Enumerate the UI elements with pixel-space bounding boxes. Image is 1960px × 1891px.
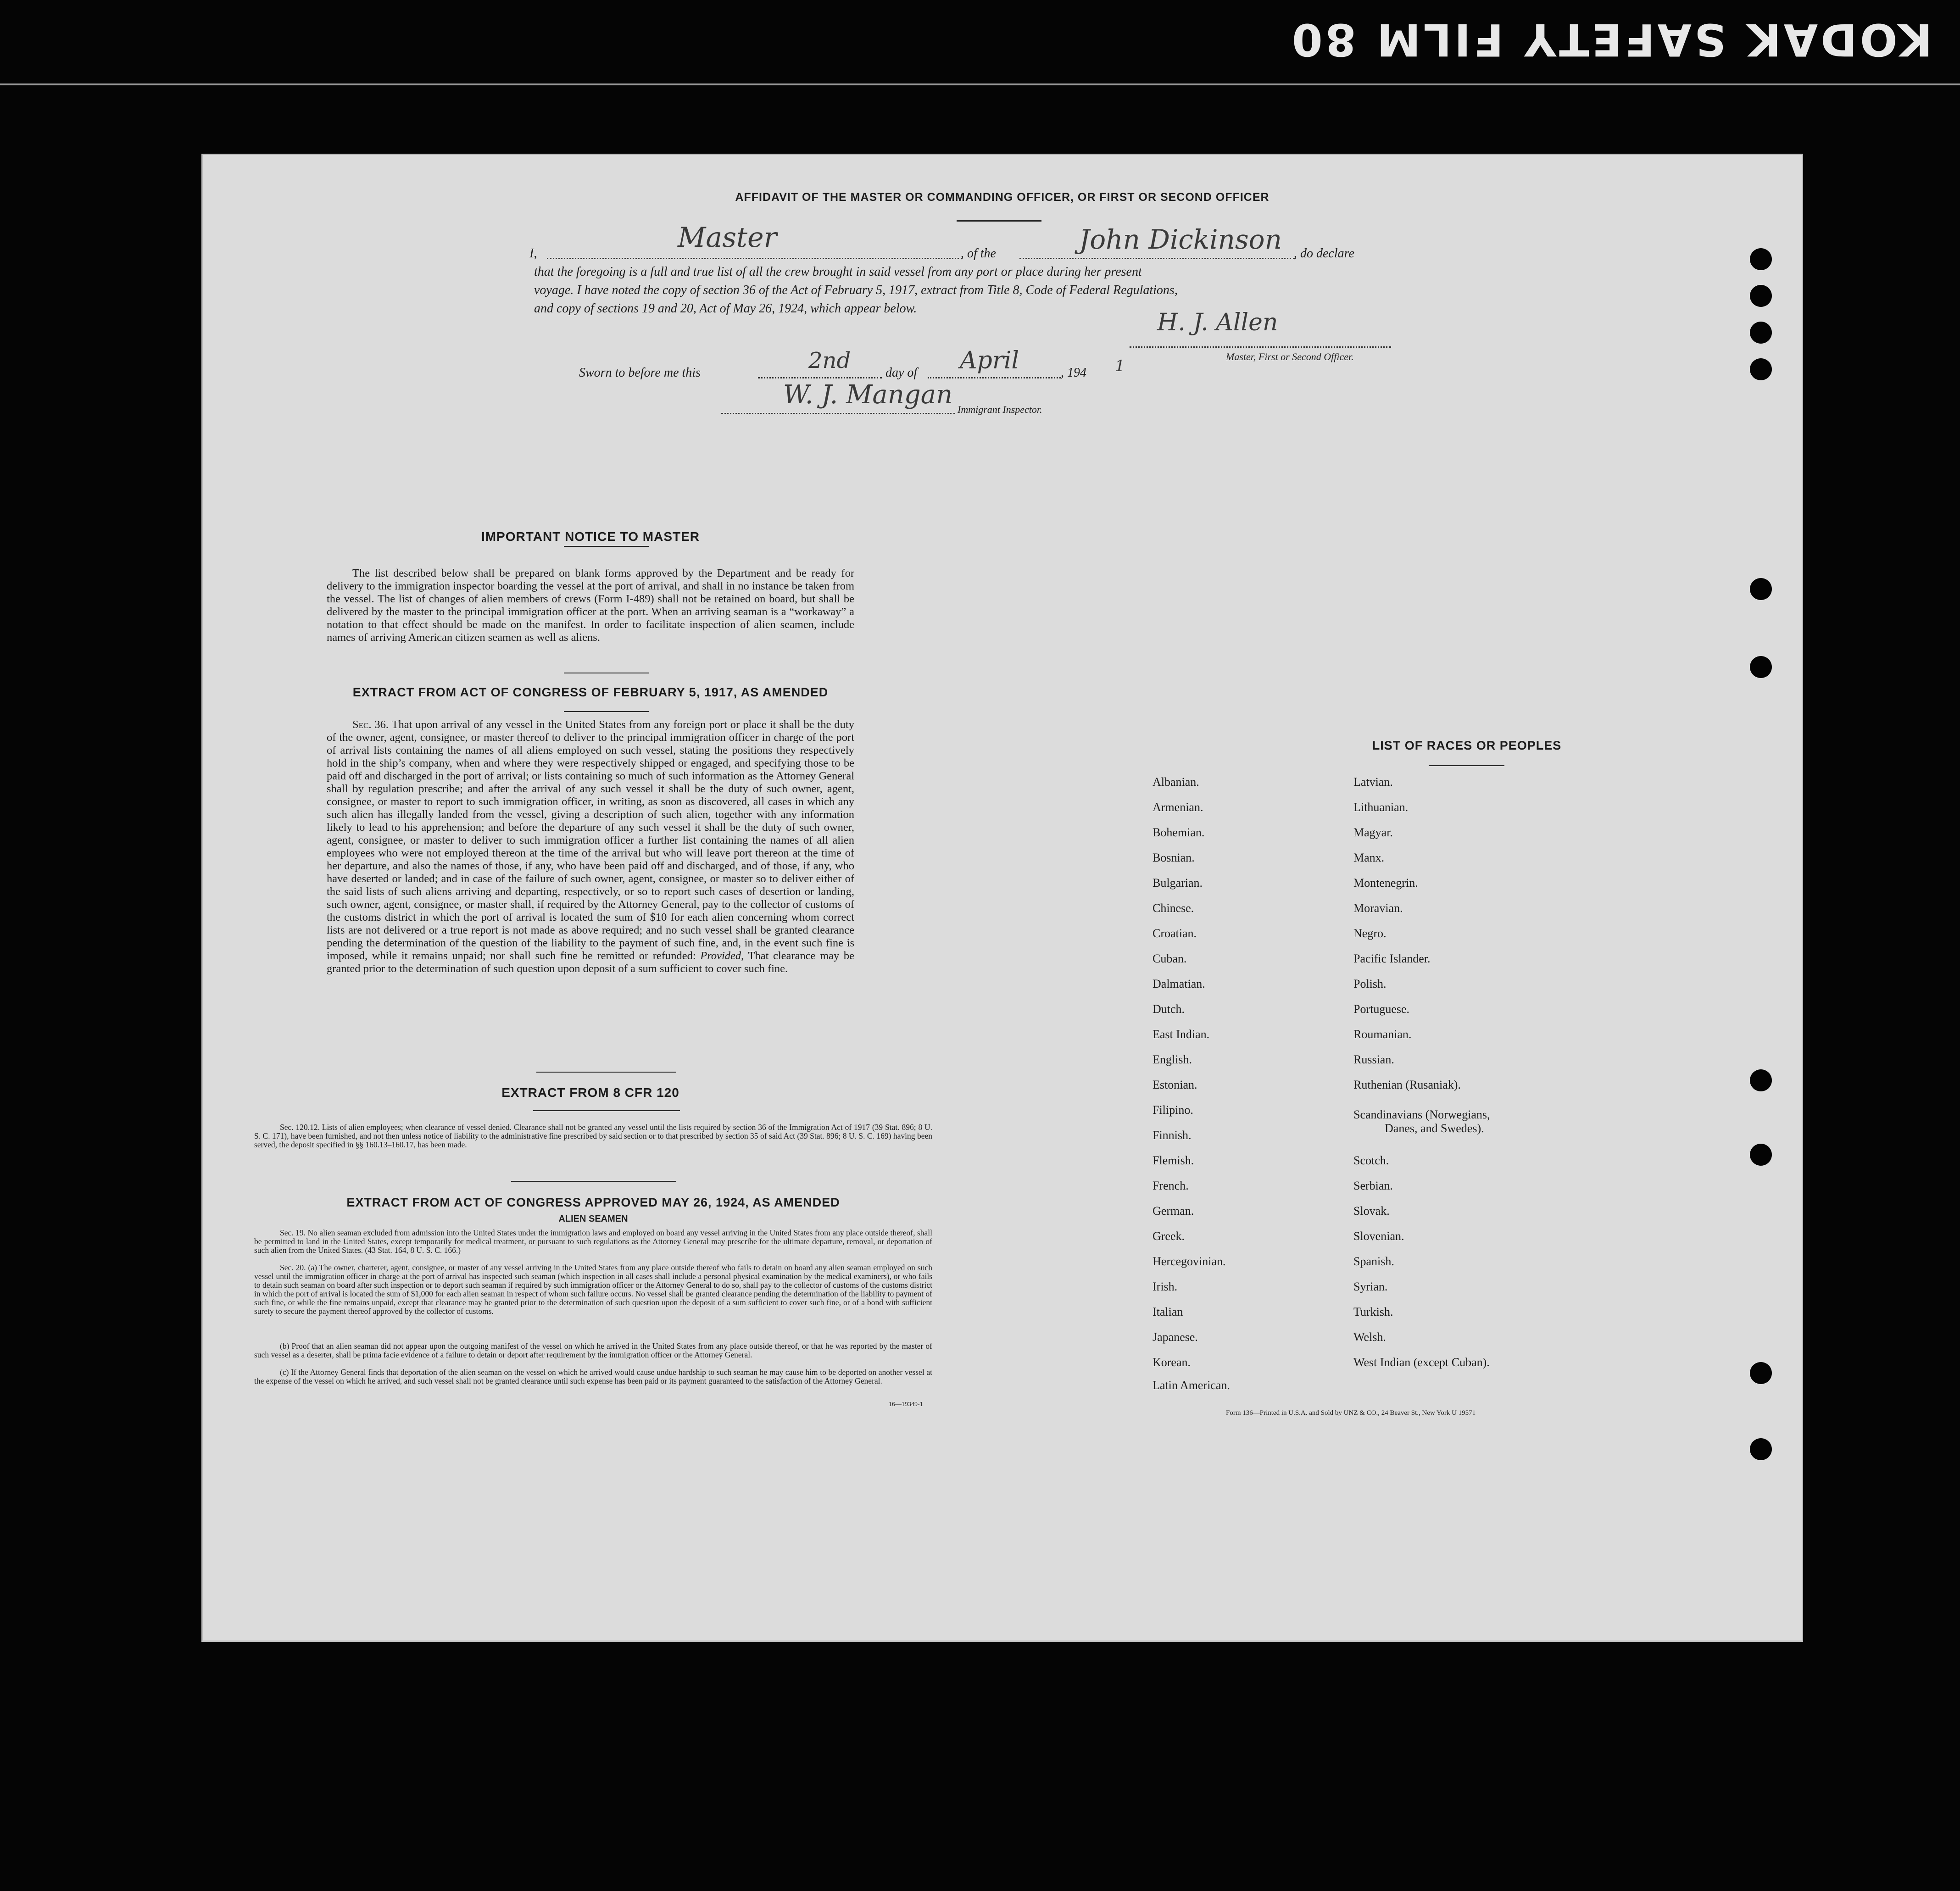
print-code: 16—19349-1 xyxy=(889,1401,923,1408)
affidavit-body-line-2: voyage. I have noted the copy of section 36 of the Act of February 5, 1917, extract from Title 8, Code of Federal Regulations, xyxy=(534,283,1178,297)
race-item: Magyar. xyxy=(1353,826,1393,839)
race-item: English. xyxy=(1153,1053,1192,1066)
punch-hole xyxy=(1750,285,1772,307)
race-item: Korean. xyxy=(1153,1356,1191,1369)
notice-heading: IMPORTANT NOTICE TO MASTER xyxy=(481,529,700,544)
race-item: Manx. xyxy=(1353,851,1385,864)
notice-body: The list described below shall be prepared on blank forms approved by the Department and be ready for delivery to the immigration inspector boarding the vessel at the port of arrival, and shall in no instance be taken from the vessel. The list of changes of alien members of crews (Form I-489) shall not be retained on board, but shall be delivered by the master to the principal immigration officer at the port. When an arriving seaman is a “workaway” a notation to that effect should be made on the manifest. In order to facilitate inspection of alien seamen, include names of arriving American citizen seamen as well as aliens. xyxy=(327,567,854,644)
affidavit-body-line-1: that the foregoing is a full and true list of all the crew brought in said vessel from any port or place during her present xyxy=(534,265,1142,279)
race-item: Flemish. xyxy=(1153,1154,1194,1167)
race-item: Japanese. xyxy=(1153,1330,1198,1344)
punch-hole xyxy=(1750,1069,1772,1091)
extract-1924-heading: EXTRACT FROM ACT OF CONGRESS APPROVED MAY 26, 1924, AS AMENDED xyxy=(346,1196,840,1209)
race-item: East Indian. xyxy=(1153,1028,1210,1041)
punch-hole xyxy=(1750,1362,1772,1384)
name-blank xyxy=(547,257,962,259)
extract-1917-provided: Provided, xyxy=(700,950,744,962)
cfr-heading: EXTRACT FROM 8 CFR 120 xyxy=(501,1085,679,1100)
extract-1917-sec-label: Sec. 36. xyxy=(352,718,389,731)
race-item: Pacific Islander. xyxy=(1353,952,1431,965)
race-item: Syrian. xyxy=(1353,1280,1388,1293)
punch-hole xyxy=(1750,578,1772,600)
film-edge-line xyxy=(0,83,1960,85)
extract-rule-2 xyxy=(536,1072,676,1073)
race-item: Portuguese. xyxy=(1353,1002,1410,1016)
extract-1924-sec20a: Sec. 20. (a) The owner, charterer, agent, consignee, or master of any vessel arriving in the United States from any place outside thereof who fails to detain on board any alien seaman employed on such vessel until the immigration officer in charge at the port of arrival has inspected such seaman (which inspection in all cases shall include a personal physical examination by the medical examiners), or who fails to detain such seaman on board after such inspection or to deport such seaman if required by such immigration officer or the Attorney General to do so, shall pay to the collector of customs of the customs district in which the port of arrival is located the sum of $1,000 for each alien seaman in respect of whom such failure occurs. No vessel shall be granted clearance pending the determination of the liability to payment of such fine, or while the fine remains unpaid, except that clearance may be granted prior to the determination of such question upon the deposit of a sum sufficient to cover such fine, or of a bond with sufficient surety to secure the payment thereof approved by the collector of customs. xyxy=(254,1263,932,1316)
race-item: Greek. xyxy=(1153,1229,1185,1243)
race-item: Turkish. xyxy=(1353,1305,1393,1318)
race-item: Latin American. xyxy=(1153,1379,1230,1392)
race-item: Dutch. xyxy=(1153,1002,1185,1016)
race-item: Bosnian. xyxy=(1153,851,1195,864)
extract-1924-sec19: Sec. 19. No alien seaman excluded from admission into the United States under the immigration laws and employed on board any vessel arriving in the United States from any place outside thereof, shall be permitted to land in the United States, except temporarily for medical treatment, or pursuant to such regulations as the Attorney General may prescribe for the ultimate departure, removal, or deportation of such alien from the United States. (43 Stat. 164, 8 U. S. C. 166.) xyxy=(254,1228,932,1255)
affidavit-do-declare: , do declare xyxy=(1294,246,1354,261)
race-item: Lithuanian. xyxy=(1353,801,1409,814)
race-item: Irish. xyxy=(1153,1280,1178,1293)
race-item: Croatian. xyxy=(1153,927,1197,940)
race-item: Slovenian. xyxy=(1353,1229,1404,1243)
punch-hole xyxy=(1750,322,1772,344)
race-item: Spanish. xyxy=(1353,1255,1394,1268)
punch-hole xyxy=(1750,1438,1772,1460)
affidavit-of-the: , of the xyxy=(961,246,996,261)
handwritten-name: Master xyxy=(678,222,777,254)
race-item: Bohemian. xyxy=(1153,826,1205,839)
race-item: Roumanian. xyxy=(1353,1028,1412,1041)
race-item: Italian xyxy=(1153,1305,1183,1318)
race-item: Polish. xyxy=(1353,977,1386,990)
film-edge-text: KODAK SAFETY FILM 80 xyxy=(1289,14,1932,65)
race-item: Hercegovinian. xyxy=(1153,1255,1226,1268)
handwritten-vessel: John Dickinson xyxy=(1079,224,1282,255)
race-item: Scandinavians (Norwegians, xyxy=(1353,1108,1490,1121)
extract-1917-body-b: That clearance may be granted prior to the determination of such question upon deposit of a sum sufficient to cover such fine. xyxy=(327,950,855,975)
race-item: Russian. xyxy=(1353,1053,1394,1066)
sworn-month: April xyxy=(960,347,1019,374)
inspector-signature: W. J. Mangan xyxy=(783,380,953,410)
race-item: Bulgarian. xyxy=(1153,876,1203,890)
sworn-year-prefix: , 194 xyxy=(1061,366,1086,380)
extract-1924-sec20b: (b) Proof that an alien seaman did not appear upon the outgoing manifest of the vessel on which he arrived in the United States from any place outside thereof, or that he was reported by the master of such vessel as a deserter, shall be prima facie evidence of a failure to detain or deport after requirement by the immigration officer or the Attorney General. xyxy=(254,1341,932,1359)
affidavit-title: AFFIDAVIT OF THE MASTER OR COMMANDING OFFICER, OR FIRST OR SECOND OFFICER xyxy=(735,191,1270,204)
extract-1917-heading: EXTRACT FROM ACT OF CONGRESS OF FEBRUARY 5, 1917, AS AMENDED xyxy=(352,685,829,699)
punch-hole xyxy=(1750,248,1772,270)
title-rule xyxy=(957,220,1041,222)
cfr-body: Sec. 120.12. Lists of alien employees; when clearance of vessel denied. Clearance shall not be granted any vessel until the lists required by section 36 of the Immigration Act of 1917 (39 Stat. 896; 8 U. S. C. 171), have been furnished, and not then unless notice of liability to the administrative fine prescribed by said section or to that prescribed by section 35 of said Act (39 Stat. 896; 8 U. S. C. 169) having been served, the deposit specified in §§ 160.13–160.17, has been made. xyxy=(254,1123,932,1149)
sworn-day-blank xyxy=(758,376,882,378)
race-item: Finnish. xyxy=(1153,1129,1192,1142)
race-item: Scotch. xyxy=(1353,1154,1389,1167)
officer-signature-caption: Master, First or Second Officer. xyxy=(1226,351,1354,362)
vessel-blank xyxy=(1019,257,1295,259)
race-item: Chinese. xyxy=(1153,901,1194,915)
race-item: Ruthenian (Rusaniak). xyxy=(1353,1078,1461,1091)
race-item: Latvian. xyxy=(1353,775,1393,789)
sworn-day: 2nd xyxy=(808,348,851,373)
races-rule xyxy=(1429,765,1504,766)
cfr-rule xyxy=(533,1110,680,1111)
extract-1917-body xyxy=(327,718,854,975)
race-item: Filipino. xyxy=(1153,1103,1193,1117)
punch-hole xyxy=(1750,656,1772,678)
race-item: German. xyxy=(1153,1204,1194,1218)
race-item: Cuban. xyxy=(1153,952,1187,965)
race-item: Armenian. xyxy=(1153,801,1203,814)
race-item: Negro. xyxy=(1353,927,1386,940)
punch-hole xyxy=(1750,358,1772,380)
race-item: West Indian (except Cuban). xyxy=(1353,1356,1490,1369)
race-item: Estonian. xyxy=(1153,1078,1197,1091)
race-item: Danes, and Swedes). xyxy=(1385,1122,1484,1135)
races-heading: LIST OF RACES OR PEOPLES xyxy=(1372,739,1562,752)
affidavit-lead-i: I, xyxy=(529,246,537,261)
race-item: Serbian. xyxy=(1353,1179,1393,1192)
race-item: Slovak. xyxy=(1353,1204,1390,1218)
inspector-caption: Immigrant Inspector. xyxy=(958,404,1042,415)
sworn-month-blank xyxy=(928,376,1061,378)
race-item: Albanian. xyxy=(1153,775,1199,789)
sworn-prefix: Sworn to before me this xyxy=(579,366,701,380)
officer-signature: H. J. Allen xyxy=(1157,309,1278,336)
punch-hole xyxy=(1750,1144,1772,1166)
inspector-signature-line xyxy=(721,412,955,414)
race-item: Montenegrin. xyxy=(1353,876,1418,890)
extract-1924-sec20c: (c) If the Attorney General finds that deportation of the alien seaman on the vessel on which he arrived would cause undue hardship to such seaman he may cause him to be deported on another vessel at the expense of the vessel on which he arrived, and such vessel shall not be granted clearance until such expense has been paid or its payment guaranteed to the satisfaction of the Attorney General. xyxy=(254,1368,932,1385)
extract-rule-3 xyxy=(511,1181,676,1182)
form-footer: Form 136—Printed in U.S.A. and Sold by UNZ & CO., 24 Beaver St., New York U 19571 xyxy=(1226,1409,1476,1417)
extract-1917-rule xyxy=(564,711,649,712)
sworn-year-digit: 1 xyxy=(1115,357,1125,375)
race-item: Welsh. xyxy=(1353,1330,1386,1344)
notice-rule xyxy=(564,546,649,547)
document-page xyxy=(203,155,1802,1641)
extract-1924-subheading: ALIEN SEAMEN xyxy=(558,1214,628,1224)
race-item: Moravian. xyxy=(1353,901,1403,915)
film-edge xyxy=(0,0,1960,92)
sworn-day-of: day of xyxy=(885,366,918,380)
affidavit-body-line-3: and copy of sections 19 and 20, Act of May 26, 1924, which appear below. xyxy=(534,301,917,316)
race-item: French. xyxy=(1153,1179,1189,1192)
extract-1917-body-a: That upon arrival of any vessel in the United States from any foreign port or place it shall be the duty of the owner, agent, consignee, or master thereof to deliver to the principal immigration officer in charge of the port of arrival lists containing the names of all aliens employed on such vessel, stating the positions they respectively hold in the ship’s company, when and where they were respectively shipped or engaged, and specifying those to be paid off and discharged in the port of arrival; or lists containing so much of such information as the Attorney General shall by regulation prescribe; and after the arrival of any such vessel it shall be the duty of such owner, agent, consignee, or master to report to such immigration officer, in writing, as soon as discovered, all cases in which any such alien has illegally landed from the vessel, giving a description of such alien, together with any information likely to lead to his apprehension; and before the departure of any such vessel it shall be the duty of such owner, agent, consignee, or master to deliver to such immigration officer a further list containing the names of all alien employees who were not employed thereon at the time of the arrival but who will leave port thereon at the time of her departure, and also the names of those, if any, who have been paid off and discharged, and of those, if any, who have deserted or landed; and in case of the failure of such owner, agent, consignee, or master so to deliver either of the said lists of such aliens arriving and departing, respectively, or so to report such cases of desertion or landing, such owner, agent, consignee, or master shall, if required by the Attorney General, pay to the collector of customs of the customs district in which the port of arrival is located the sum of $10 for each alien concerning whom correct lists are not delivered or a true report is not made as above required; and no such vessel shall be granted clearance pending the determination of the question of the liability to the payment of such fine, and, in the event such fine is imposed, while it remains unpaid; nor shall such fine be remitted or refunded: xyxy=(327,718,854,962)
race-item: Dalmatian. xyxy=(1153,977,1205,990)
